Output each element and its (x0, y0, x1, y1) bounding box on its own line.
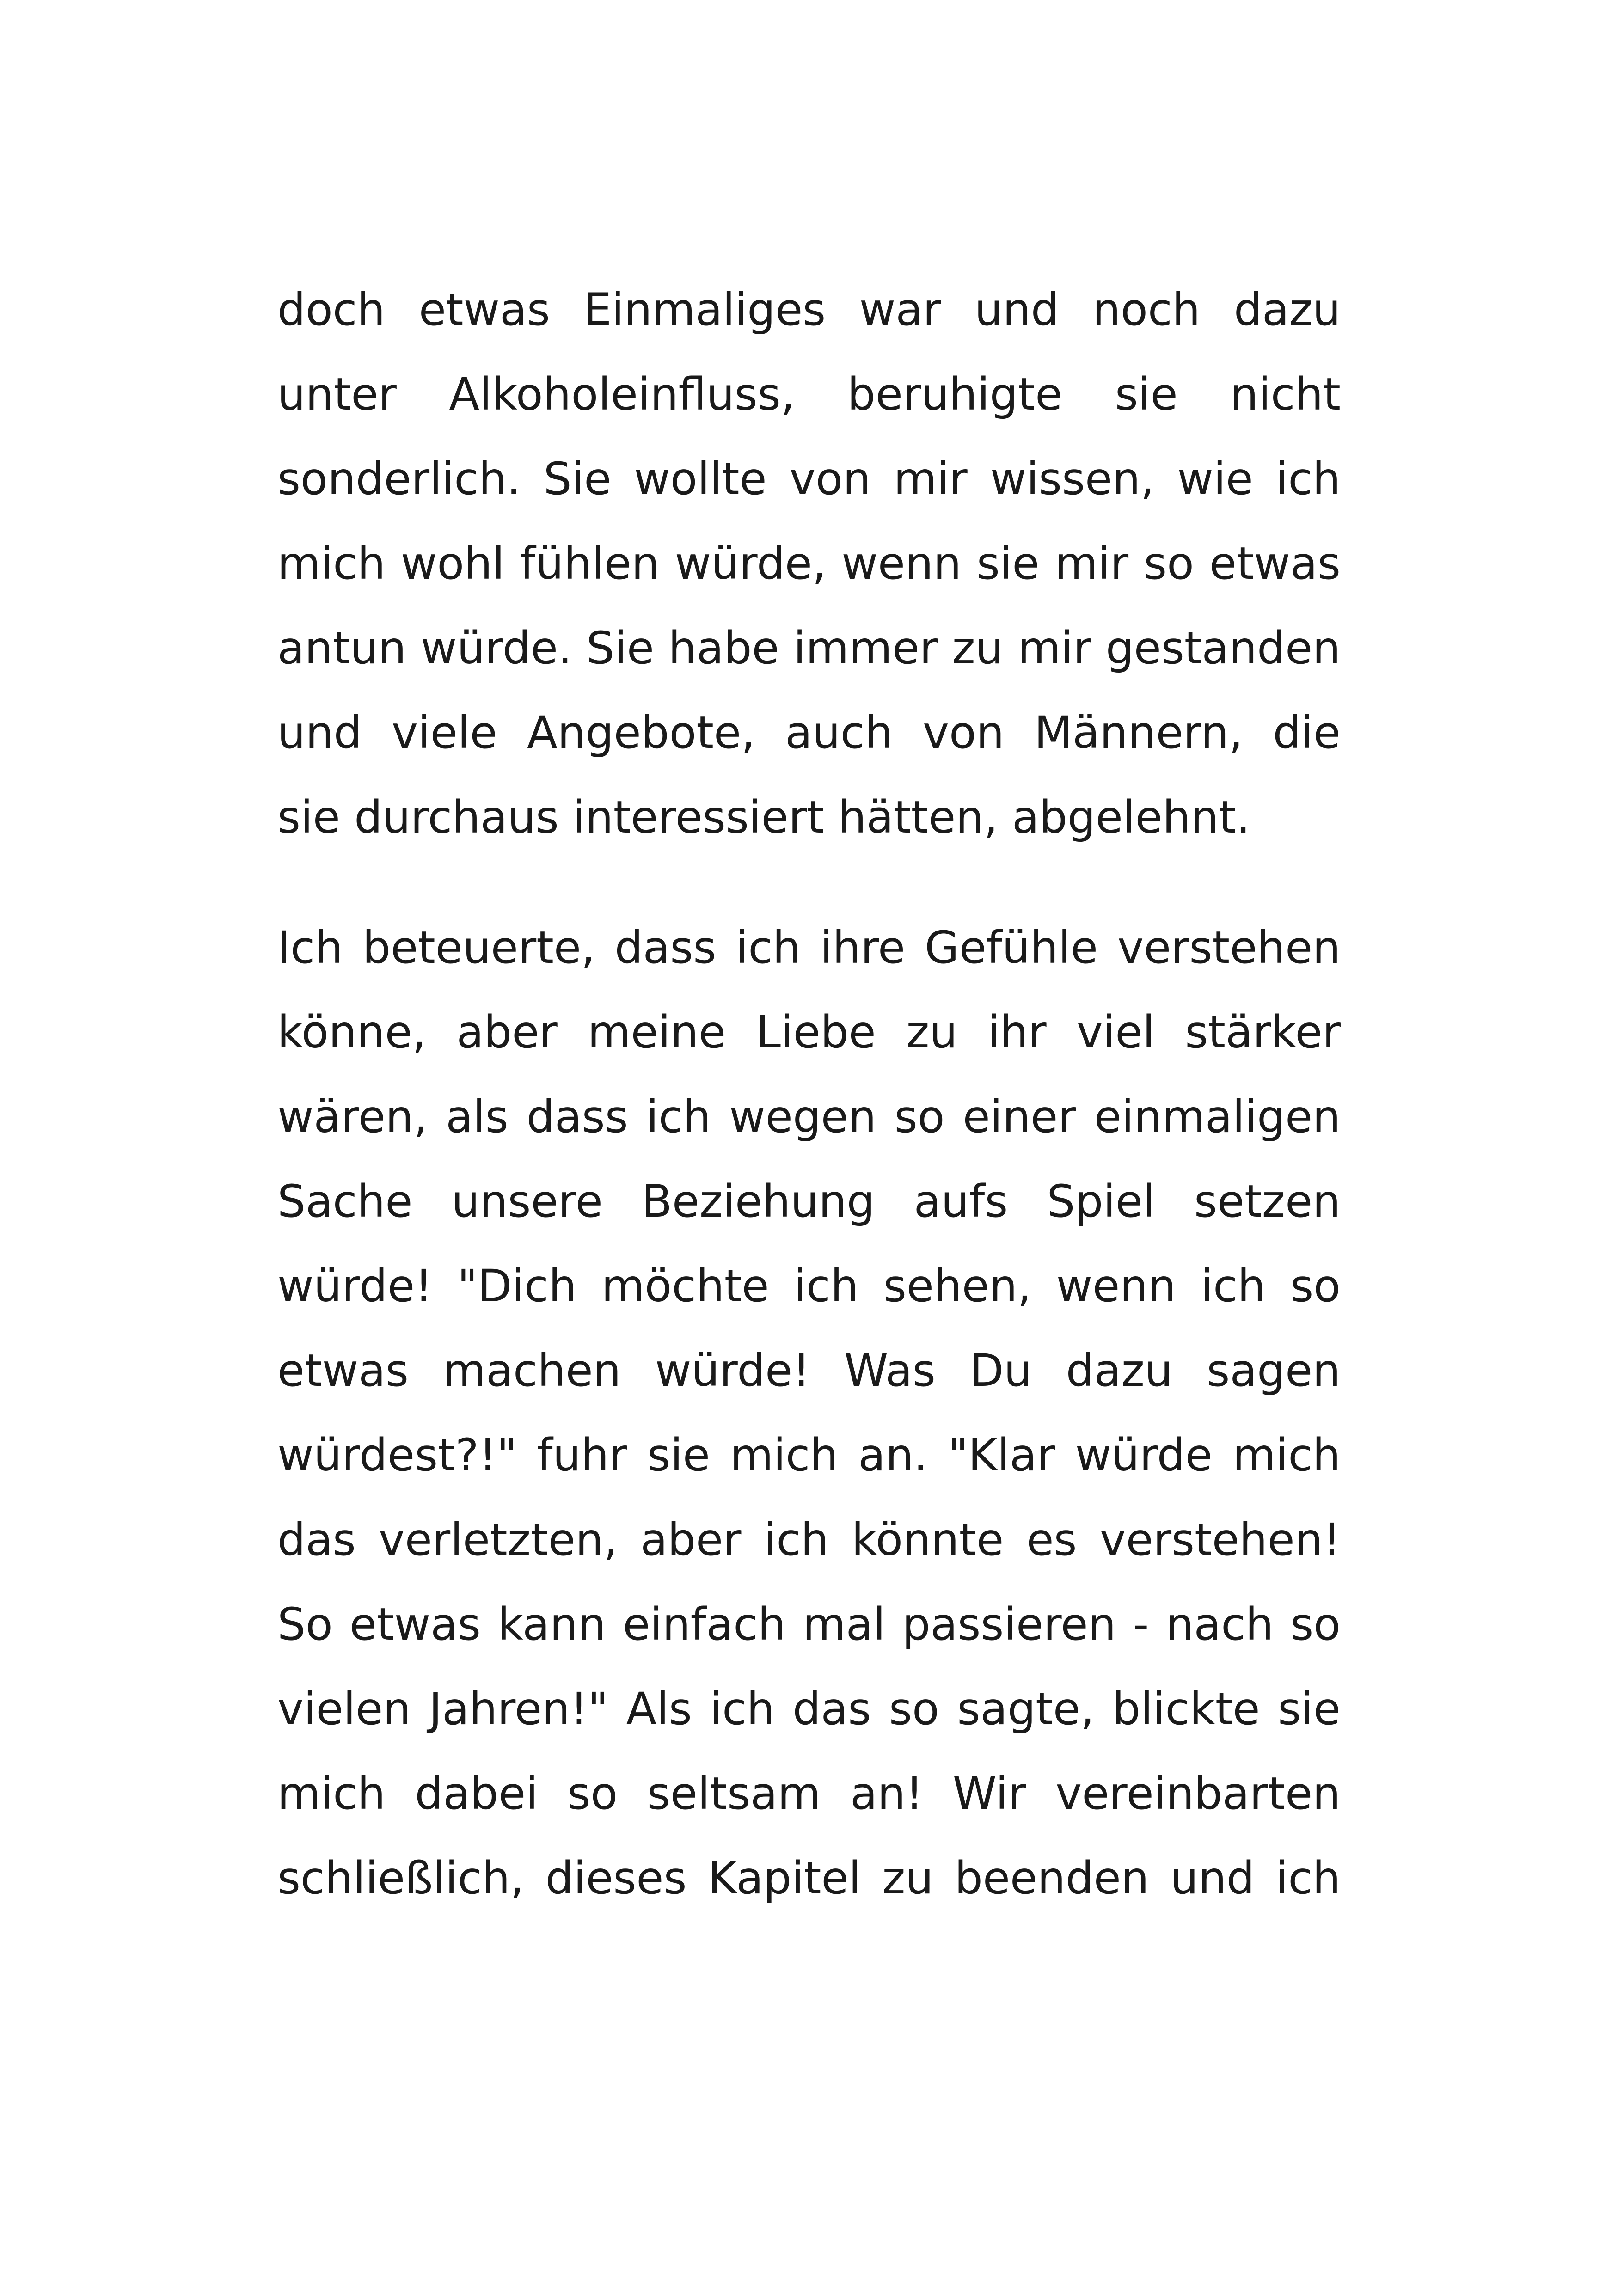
text-line: schließlich, dieses Kapitel zu beenden und ich (277, 1852, 1341, 1904)
text-line: mich dabei so seltsam an! Wir vereinbarten (277, 1768, 1341, 1819)
text-line: und viele Angebote, auch von Männern, die (277, 707, 1341, 759)
text-line: So etwas kann einfach mal passieren - nach so (277, 1598, 1341, 1650)
text-line: würde! "Dich möchte ich sehen, wenn ich so (277, 1260, 1341, 1312)
text-line: Ich beteuerte, dass ich ihre Gefühle verstehen (277, 922, 1341, 974)
text-line: doch etwas Einmaliges war und noch dazu (277, 284, 1341, 336)
text-line: wären, als dass ich wegen so einer einmaligen (277, 1091, 1341, 1143)
text-line: unter Alkoholeinfluss, beruhigte sie nicht (277, 368, 1341, 420)
text-line: das verletzten, aber ich könnte es verstehen! (277, 1514, 1341, 1566)
text-line: würdest?!" fuhr sie mich an. "Klar würde mich (277, 1429, 1341, 1481)
text-line: Sache unsere Beziehung aufs Spiel setzen (277, 1176, 1341, 1227)
text-line: antun würde. Sie habe immer zu mir gestanden (277, 622, 1341, 674)
text-line: vielen Jahren!" Als ich das so sagte, blickte sie (277, 1683, 1341, 1735)
text-line: etwas machen würde! Was Du dazu sagen (277, 1345, 1341, 1396)
text-line: sonderlich. Sie wollte von mir wissen, wie ich (277, 453, 1341, 505)
text-line: mich wohl fühlen würde, wenn sie mir so etwas (277, 538, 1341, 589)
text-line: könne, aber meine Liebe zu ihr viel stärker (277, 1006, 1341, 1058)
text-line: sie durchaus interessiert hätten, abgelehnt. (277, 791, 1250, 843)
